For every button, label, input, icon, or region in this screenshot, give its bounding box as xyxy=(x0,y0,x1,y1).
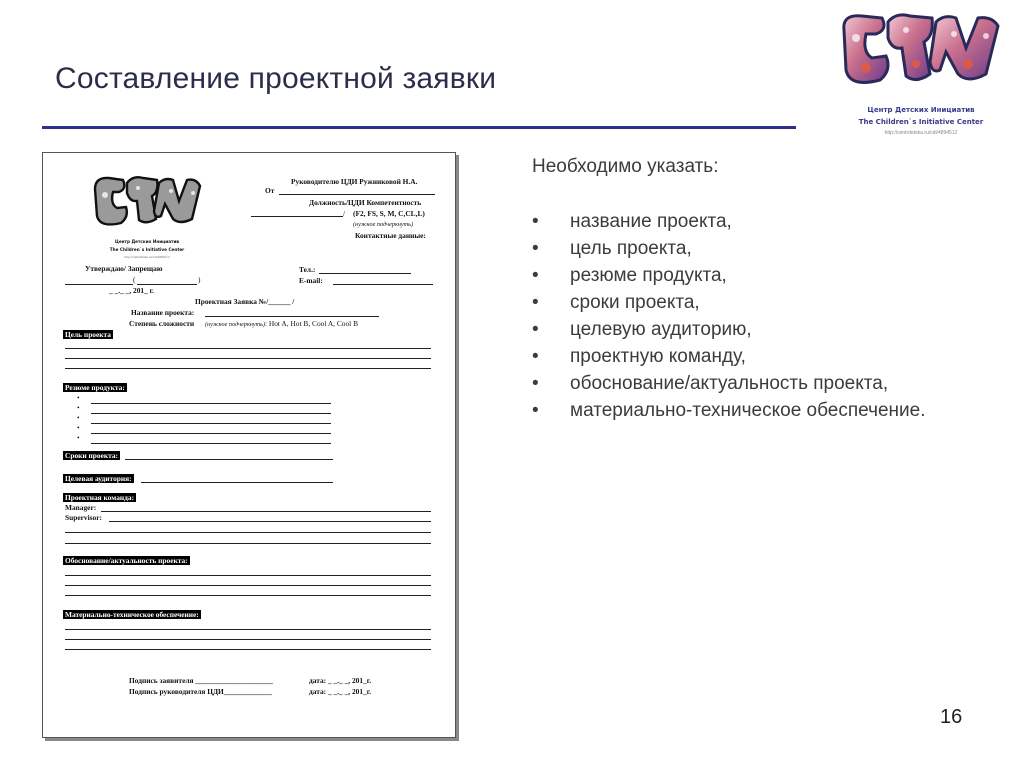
bullet: • xyxy=(532,211,539,232)
form-phone-line xyxy=(319,273,411,274)
form-resources-line xyxy=(65,639,431,640)
graffiti-logo-icon xyxy=(836,8,1006,100)
form-approve-label: Утверждаю/ Запрещаю xyxy=(85,264,163,273)
form-summary-line xyxy=(91,413,331,414)
bullet: • xyxy=(77,403,80,412)
list-item xyxy=(532,262,1012,289)
form-resources-line xyxy=(65,629,431,630)
form-logo-caption-ru: Центр Детских Инициатив xyxy=(114,239,180,244)
bullet: • xyxy=(532,292,539,313)
list-item xyxy=(532,289,1012,316)
bullet: • xyxy=(532,346,539,367)
form-approve-line-2 xyxy=(137,284,197,285)
list-item-text: резюме продукта, xyxy=(570,265,727,286)
bullet: • xyxy=(532,265,539,286)
form-paren-open: ( xyxy=(133,275,136,284)
form-applicant-sign: Подпись заявителя _____________________ xyxy=(129,676,273,685)
form-team-label: Проектная команда: xyxy=(65,493,135,502)
form-manager-label: Manager: xyxy=(65,503,97,512)
list-item-text: целевую аудиторию, xyxy=(570,319,752,340)
form-approve-line-1 xyxy=(65,284,133,285)
form-project-name-line xyxy=(205,316,379,317)
bullet: • xyxy=(77,413,80,422)
requirements-panel xyxy=(532,156,1012,424)
list-item-text: цель проекта, xyxy=(570,238,692,259)
form-team-line xyxy=(65,543,431,544)
bullet: • xyxy=(532,238,539,259)
list-item xyxy=(532,235,1012,262)
form-from-line xyxy=(279,194,435,195)
bullet: • xyxy=(532,319,539,340)
form-position-label: Должность/ЦДИ Компетентность xyxy=(309,198,422,207)
list-item-text: сроки проекта, xyxy=(570,292,700,313)
form-audience-label: Целевая аудитория: xyxy=(65,474,132,483)
form-summary-line xyxy=(91,423,331,424)
bullet: • xyxy=(532,400,539,421)
list-item xyxy=(532,316,1012,343)
form-justification-line xyxy=(65,585,431,586)
form-paren-close: ) xyxy=(198,275,201,284)
form-supervisor-line xyxy=(109,521,431,522)
requirements-list xyxy=(532,208,1012,424)
bullet: • xyxy=(532,373,539,394)
form-audience-line xyxy=(141,482,333,483)
logo-url: http://centrdetska.ru/cdi/4894512 xyxy=(884,130,958,136)
bullet: • xyxy=(77,423,80,432)
form-from-label: От xyxy=(265,186,275,195)
list-item xyxy=(532,208,1012,235)
form-head-sign: Подпись руководителя ЦДИ_____________ xyxy=(129,687,272,696)
form-summary-line xyxy=(91,433,331,434)
application-form: Центр Детских Инициатив The Children`s Initiative Center http://centrdetska.ru/cdi/4894512 Руководителю ЦДИ Ружниковой Н.А. От Должность/ЦДИ Компетентность / (F2, FS, S, M, C,CL,L) (нужное подчеркнуть) Контактные данные: Утверждаю/ Запрещаю ( ) _ _._ _, 201_ г. Тел.: E-mail: Проектная Заявка №/______ / Название проекта: Степень сложности (нужное подчеркнуть) : Hot A, Hot B, Cool A, Cool B Цель проекта Резюме продукта: • • • • • Сроки проекта: Целевая аудитория: Проектная команда: Manager: Supervisor: Обоснование/актуальность проекта: Материально-техническое обеспечение: Подпись заявителя _____________________ дата: _ _._ _, 201_г. Подпись руководителя ЦДИ_____________ дата: _ _._ _, 201_г. xyxy=(42,152,456,738)
form-applicant-date: дата: _ _._ _, 201_г. xyxy=(309,676,372,685)
form-head-date: дата: _ _._ _, 201_г. xyxy=(309,687,372,696)
form-summary-line xyxy=(91,443,331,444)
form-underline-note: (нужное подчеркнуть) xyxy=(353,221,414,228)
page-number: 16 xyxy=(940,706,963,728)
list-item xyxy=(532,370,1012,397)
form-date-line: _ _._ _, 201_ г. xyxy=(109,286,155,295)
list-item-text: материально-техническое обеспечение. xyxy=(570,400,926,421)
list-item-text: обоснование/актуальность проекта, xyxy=(570,373,889,394)
requirements-intro: Необходимо указать: xyxy=(532,156,719,177)
form-timeline-line xyxy=(125,459,333,460)
form-timeline-label: Сроки проекта: xyxy=(65,451,118,460)
form-justification-line xyxy=(65,595,431,596)
form-competence-values: (F2, FS, S, M, C,CL,L) xyxy=(353,209,425,218)
form-goal-label: Цель проекта xyxy=(65,330,111,339)
form-logo-url: http://centrdetska.ru/cdi/4894512 xyxy=(124,255,170,259)
form-justification-label: Обоснование/актуальность проекта: xyxy=(65,556,188,565)
list-item-text: проектную команду, xyxy=(570,346,746,367)
form-email-line xyxy=(333,284,433,285)
form-addressee: Руководителю ЦДИ Ружниковой Н.А. xyxy=(291,177,418,186)
logo-caption-ru: Центр Детских Инициатив xyxy=(867,106,975,114)
form-goal-line xyxy=(65,368,431,369)
form-logo xyxy=(91,173,203,263)
form-application-no: Проектная Заявка №/______ / xyxy=(195,297,295,306)
logo-caption-en: The Children`s Initiative Center xyxy=(858,118,984,126)
form-resources-label: Материально-техническое обеспечение: xyxy=(65,610,199,619)
form-summary-label: Резюме продукта: xyxy=(65,383,125,392)
form-manager-line xyxy=(101,511,431,512)
list-item xyxy=(532,343,1012,370)
form-logo-caption-en: The Children`s Initiative Center xyxy=(109,247,185,252)
title-underline xyxy=(42,126,796,129)
form-complexity-label: Степень сложности xyxy=(129,319,195,328)
form-team-line xyxy=(65,532,431,533)
form-goal-line xyxy=(65,348,431,349)
list-item-text: название проекта, xyxy=(570,211,732,232)
graffiti-logo-icon xyxy=(91,173,203,237)
form-goal-line xyxy=(65,358,431,359)
form-phone-label: Тел.: xyxy=(299,265,316,274)
form-justification-line xyxy=(65,575,431,576)
cdi-logo xyxy=(836,8,1006,140)
form-contacts-label: Контактные данные: xyxy=(355,231,426,240)
form-supervisor-label: Supervisor: xyxy=(65,513,102,522)
bullet: • xyxy=(77,393,80,402)
form-position-line xyxy=(251,216,343,217)
form-email-label: E-mail: xyxy=(299,276,323,285)
form-project-name-label: Название проекта: xyxy=(131,308,195,317)
form-summary-line xyxy=(91,403,331,404)
form-complexity-note: (нужное подчеркнуть) xyxy=(205,321,266,328)
list-item xyxy=(532,397,1012,424)
bullet: • xyxy=(77,433,80,442)
form-resources-line xyxy=(65,649,431,650)
form-complexity-values: : Hot A, Hot B, Cool A, Cool B xyxy=(265,319,359,328)
slide-title: Составление проектной заявки xyxy=(55,62,497,95)
